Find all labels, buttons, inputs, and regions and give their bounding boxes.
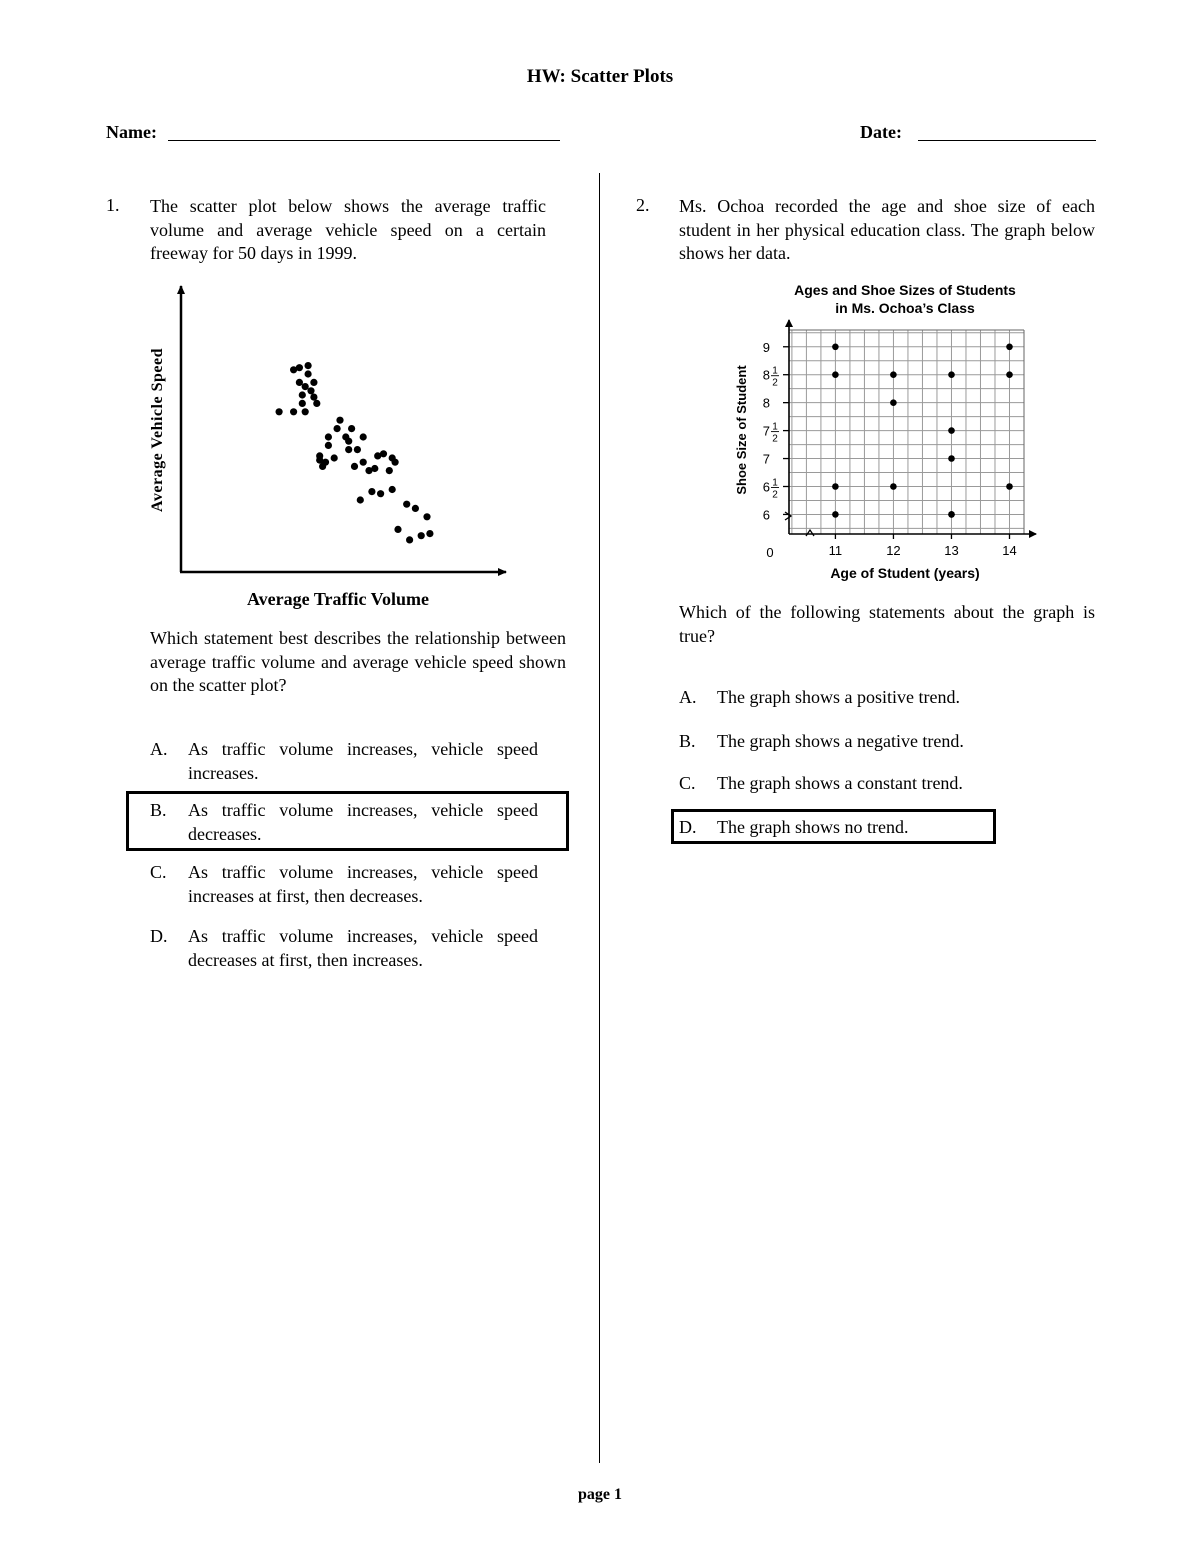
- svg-text:1: 1: [772, 477, 778, 489]
- name-field[interactable]: [168, 140, 560, 141]
- q2-data-point: [948, 511, 955, 518]
- q1-data-point: [305, 370, 312, 377]
- name-label: Name:: [106, 122, 157, 142]
- q1-option-c[interactable]: [150, 861, 538, 908]
- q1-data-point: [348, 425, 355, 432]
- q1-data-point: [331, 454, 338, 461]
- q2-prompt: Which of the following statements about the graph is true?: [679, 602, 1095, 646]
- q1-number: 1.: [106, 195, 120, 215]
- q2-data-point: [832, 511, 839, 518]
- q2-y-tick-label: [763, 422, 779, 445]
- q1-option-d[interactable]: [150, 925, 538, 972]
- q1-data-point: [322, 459, 329, 466]
- q2-x-axis-break: [806, 530, 814, 536]
- q2-chart-subtitle: in Ms. Ochoa’s Class: [835, 300, 975, 316]
- q2-data-point: [948, 371, 955, 378]
- option-text: The graph shows a negative trend.: [717, 731, 964, 751]
- q1-data-point: [345, 446, 352, 453]
- q1-data-point: [345, 438, 352, 445]
- q2-y-tick-label: [763, 507, 770, 522]
- q1-data-point: [307, 387, 314, 394]
- q1-text: The scatter plot below shows the average traffic volume and average vehicle speed on a certain freeway for 50 days in 1999.: [150, 196, 546, 263]
- date-label: Date:: [860, 122, 902, 142]
- q1-data-point: [276, 408, 283, 415]
- q2-data-point: [890, 399, 897, 406]
- q2-origin-label: 0: [766, 545, 774, 560]
- q2-data-point: [832, 483, 839, 490]
- q1-data-point: [310, 379, 317, 386]
- svg-text:2: 2: [772, 377, 778, 389]
- q1-data-point: [357, 496, 364, 503]
- option-letter: D.: [150, 926, 168, 946]
- shoe-size-scatter-plot: [730, 278, 1050, 588]
- svg-text:1: 1: [772, 365, 778, 377]
- q1-data-point: [412, 505, 419, 512]
- option-letter: C.: [679, 773, 696, 793]
- q2-x-tick-label: 13: [944, 543, 959, 558]
- q1-x-axis-label: Average Traffic Volume: [247, 589, 429, 609]
- q1-data-point: [299, 400, 306, 407]
- option-text: As traffic volume increases, vehicle speed decreases at first, then increases.: [188, 926, 538, 970]
- q2-x-tick-label: 14: [1002, 543, 1017, 558]
- q1-data-point: [380, 450, 387, 457]
- q2-data-point: [948, 427, 955, 434]
- q2-option-c[interactable]: [679, 772, 1059, 796]
- q1-data-point: [403, 501, 410, 508]
- q2-x-tick-label: 12: [886, 543, 901, 558]
- q1-prompt: Which statement best describes the relationship between average traffic volume and average vehicle speed shown on the scatter plot?: [150, 628, 566, 695]
- q1-data-point: [406, 536, 413, 543]
- q1-data-point: [360, 459, 367, 466]
- q1-data-point: [377, 490, 384, 497]
- q1-data-point: [316, 452, 323, 459]
- q1-data-point: [360, 433, 367, 440]
- q1-data-point: [336, 417, 343, 424]
- q1-data-point: [371, 465, 378, 472]
- svg-text:9: 9: [762, 339, 770, 355]
- q2-data-point: [1006, 483, 1013, 490]
- q2-data-point: [832, 344, 839, 351]
- q2-data-point: [832, 371, 839, 378]
- q1-option-b[interactable]: [150, 799, 538, 846]
- q2-data-point: [1006, 371, 1013, 378]
- option-letter: B.: [679, 731, 696, 751]
- q2-y-tick-label: [763, 340, 770, 355]
- q1-data-point: [302, 408, 309, 415]
- q2-y-tick-label: [763, 477, 779, 500]
- option-text: As traffic volume increases, vehicle speed decreases.: [188, 800, 538, 844]
- q1-data-point: [302, 383, 309, 390]
- q1-data-point: [325, 442, 332, 449]
- q2-y-tick-label: [763, 452, 770, 467]
- q2-x-tick-label: 11: [828, 543, 843, 558]
- q2-y-axis-break: [785, 512, 791, 520]
- column-divider: [599, 173, 600, 1463]
- q2-y-axis-label: Shoe Size of Student: [734, 365, 749, 495]
- q2-data-point: [890, 371, 897, 378]
- svg-text:8: 8: [762, 367, 770, 383]
- q2-data-point: [890, 483, 897, 490]
- svg-text:8: 8: [762, 395, 770, 411]
- q1-data-point: [386, 467, 393, 474]
- q2-y-tick-label: [763, 396, 770, 411]
- option-letter: B.: [150, 800, 167, 820]
- q2-option-d[interactable]: [679, 816, 989, 840]
- q2-y-tick-label: [763, 366, 779, 389]
- option-letter: D.: [679, 817, 697, 837]
- q1-data-point: [299, 391, 306, 398]
- svg-text:6: 6: [762, 507, 770, 523]
- option-text: As traffic volume increases, vehicle speed increases.: [188, 739, 538, 783]
- q1-data-point: [426, 530, 433, 537]
- q1-data-point: [392, 459, 399, 466]
- svg-text:2: 2: [772, 489, 778, 501]
- q2-text: Ms. Ochoa recorded the age and shoe size of each student in her physical education class. The graph below shows her data.: [679, 196, 1095, 263]
- q1-data-point: [418, 532, 425, 539]
- q2-data-point: [1006, 344, 1013, 351]
- q1-data-point: [313, 400, 320, 407]
- q1-data-point: [325, 433, 332, 440]
- option-letter: C.: [150, 862, 167, 882]
- date-field[interactable]: [918, 140, 1096, 141]
- q1-data-point: [354, 446, 361, 453]
- option-text: The graph shows a constant trend.: [717, 773, 963, 793]
- traffic-scatter-plot: [140, 278, 520, 618]
- q2-x-axis-label: Age of Student (years): [830, 565, 980, 581]
- q1-data-point: [310, 394, 317, 401]
- q2-chart-title: Ages and Shoe Sizes of Students: [794, 282, 1016, 298]
- q2-option-a[interactable]: [679, 686, 1059, 710]
- q1-data-point: [290, 408, 297, 415]
- q1-data-point: [351, 463, 358, 470]
- q1-data-point: [389, 486, 396, 493]
- option-text: As traffic volume increases, vehicle speed increases at first, then decreases.: [188, 862, 538, 906]
- q2-option-b[interactable]: [679, 730, 1059, 754]
- option-text: The graph shows a positive trend.: [717, 687, 960, 707]
- q2-data-point: [948, 455, 955, 462]
- q1-data-point: [296, 364, 303, 371]
- q1-data-point: [394, 526, 401, 533]
- q1-option-a[interactable]: [150, 738, 538, 785]
- svg-text:7: 7: [762, 423, 770, 439]
- q1-data-point: [368, 488, 375, 495]
- svg-text:6: 6: [762, 479, 770, 495]
- q1-data-point: [305, 362, 312, 369]
- option-letter: A.: [150, 739, 168, 759]
- page-number: page 1: [578, 1486, 622, 1503]
- q1-data-point: [296, 379, 303, 386]
- q1-data-point: [423, 513, 430, 520]
- q1-data-point: [334, 425, 341, 432]
- q2-number: 2.: [636, 195, 650, 215]
- q1-y-axis-label: Average Vehicle Speed: [149, 348, 166, 512]
- option-letter: A.: [679, 687, 697, 707]
- svg-text:7: 7: [762, 451, 770, 467]
- svg-text:1: 1: [772, 421, 778, 433]
- option-text: The graph shows no trend.: [717, 817, 909, 837]
- svg-text:2: 2: [772, 433, 778, 445]
- page-title: HW: Scatter Plots: [526, 66, 674, 87]
